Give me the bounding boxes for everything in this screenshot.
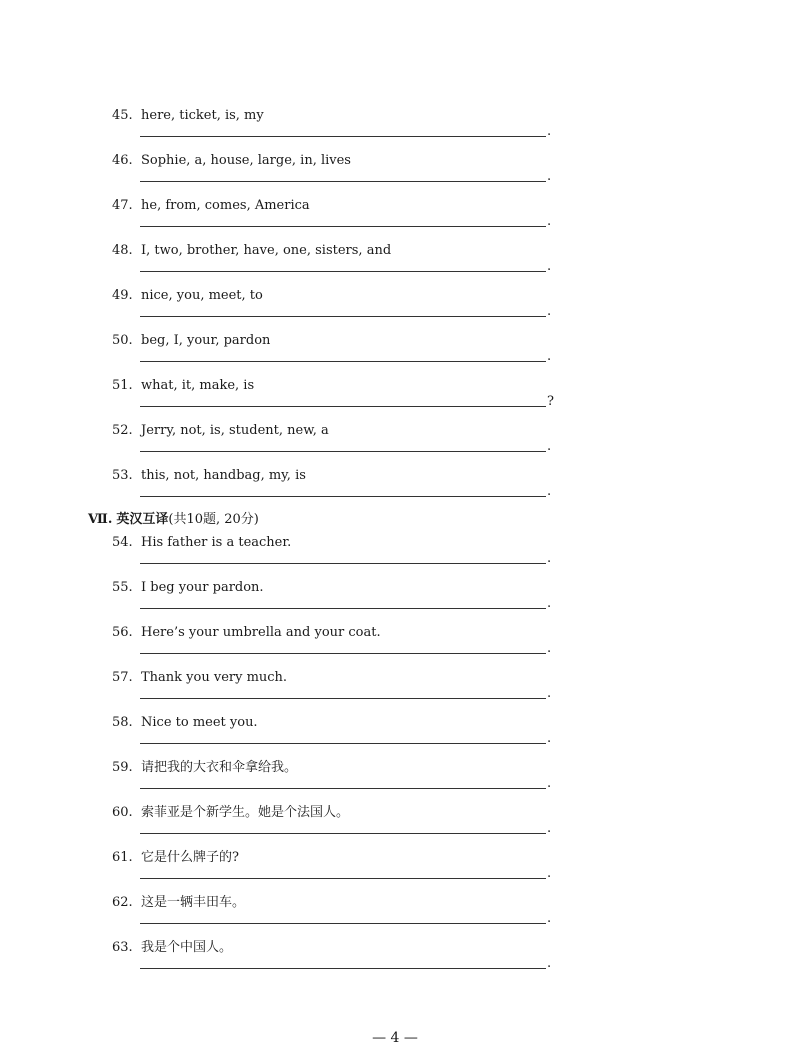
question-number: 52. bbox=[112, 423, 133, 438]
question-number: 57. bbox=[112, 670, 133, 685]
answer-line[interactable] bbox=[140, 788, 546, 789]
question-text: I, two, brother, have, one, sisters, and bbox=[141, 243, 392, 258]
question-text: Jerry, not, is, student, new, a bbox=[141, 423, 329, 438]
answer-line[interactable] bbox=[140, 968, 546, 969]
question-text: 它是什么牌子的? bbox=[141, 850, 239, 865]
question-number: 49. bbox=[112, 288, 133, 303]
question-prompt bbox=[112, 468, 306, 484]
question-prompt bbox=[112, 895, 245, 911]
answer-end-punctuation: . bbox=[547, 259, 552, 274]
question-prompt bbox=[112, 535, 291, 551]
question-text: 我是个中国人。 bbox=[141, 940, 233, 955]
question-number: 46. bbox=[112, 153, 133, 168]
question-number: 60. bbox=[112, 805, 133, 820]
answer-end-punctuation: . bbox=[547, 686, 552, 701]
question-number: 59. bbox=[112, 760, 133, 775]
answer-end-punctuation: . bbox=[547, 641, 552, 656]
question-text: I beg your pardon. bbox=[141, 580, 264, 595]
question-prompt bbox=[112, 108, 264, 124]
question-text: His father is a teacher. bbox=[141, 535, 292, 550]
question-number: 53. bbox=[112, 468, 133, 483]
question-text: he, from, comes, America bbox=[141, 198, 310, 213]
question-prompt bbox=[112, 378, 254, 394]
question-text: 索菲亚是个新学生。她是个法国人。 bbox=[141, 805, 350, 820]
answer-line[interactable] bbox=[140, 226, 546, 227]
answer-end-punctuation: . bbox=[547, 866, 552, 881]
question-prompt bbox=[112, 670, 287, 686]
question-text: Nice to meet you. bbox=[141, 715, 258, 730]
answer-line[interactable] bbox=[140, 608, 546, 609]
question-prompt bbox=[112, 198, 310, 214]
question-prompt bbox=[112, 760, 297, 776]
question-text: Sophie, a, house, large, in, lives bbox=[141, 153, 351, 168]
question-prompt bbox=[112, 715, 258, 731]
question-text: Here’s your umbrella and your coat. bbox=[141, 625, 381, 640]
question-number: 54. bbox=[112, 535, 133, 550]
question-text: here, ticket, is, my bbox=[141, 108, 264, 123]
answer-line[interactable] bbox=[140, 496, 546, 497]
question-prompt bbox=[112, 940, 232, 956]
question-prompt bbox=[112, 243, 391, 259]
question-number: 61. bbox=[112, 850, 133, 865]
answer-end-punctuation: . bbox=[547, 776, 552, 791]
question-number: 55. bbox=[112, 580, 133, 595]
answer-line[interactable] bbox=[140, 361, 546, 362]
answer-end-punctuation: . bbox=[547, 911, 552, 926]
question-text: nice, you, meet, to bbox=[141, 288, 263, 303]
answer-end-punctuation: . bbox=[547, 304, 552, 319]
question-text: 请把我的大衣和伞拿给我。 bbox=[141, 760, 298, 775]
answer-line[interactable] bbox=[140, 136, 546, 137]
answer-line[interactable] bbox=[140, 563, 546, 564]
answer-end-punctuation: . bbox=[547, 956, 552, 971]
answer-line[interactable] bbox=[140, 316, 546, 317]
answer-line[interactable] bbox=[140, 271, 546, 272]
question-text: what, it, make, is bbox=[141, 378, 255, 393]
answer-end-punctuation: . bbox=[547, 596, 552, 611]
answer-end-punctuation: . bbox=[547, 439, 552, 454]
answer-end-punctuation: . bbox=[547, 731, 552, 746]
section-title: 英汉互译 bbox=[116, 512, 169, 527]
question-number: 47. bbox=[112, 198, 133, 213]
answer-line[interactable] bbox=[140, 451, 546, 452]
question-prompt bbox=[112, 423, 329, 439]
answer-end-punctuation: . bbox=[547, 551, 552, 566]
question-number: 58. bbox=[112, 715, 133, 730]
answer-end-punctuation: . bbox=[547, 214, 552, 229]
question-prompt bbox=[112, 580, 264, 596]
question-text: beg, I, your, pardon bbox=[141, 333, 271, 348]
section-note: (共10题, 20分) bbox=[168, 512, 259, 527]
question-number: 45. bbox=[112, 108, 133, 123]
answer-end-punctuation: . bbox=[547, 169, 552, 184]
question-prompt bbox=[112, 288, 263, 304]
page-number: — 4 — bbox=[372, 1030, 418, 1046]
answer-end-punctuation: . bbox=[547, 349, 552, 364]
answer-line[interactable] bbox=[140, 181, 546, 182]
question-number: 51. bbox=[112, 378, 133, 393]
question-prompt bbox=[112, 625, 381, 641]
question-number: 62. bbox=[112, 895, 133, 910]
question-number: 48. bbox=[112, 243, 133, 258]
answer-end-punctuation: . bbox=[547, 124, 552, 139]
answer-line[interactable] bbox=[140, 698, 546, 699]
question-text: Thank you very much. bbox=[141, 670, 288, 685]
answer-line[interactable] bbox=[140, 923, 546, 924]
question-number: 63. bbox=[112, 940, 133, 955]
answer-end-punctuation: ? bbox=[547, 394, 554, 409]
answer-line[interactable] bbox=[140, 653, 546, 654]
section-roman-numeral: Ⅶ. bbox=[88, 512, 113, 527]
question-number: 56. bbox=[112, 625, 133, 640]
question-prompt bbox=[112, 333, 270, 349]
answer-line[interactable] bbox=[140, 406, 546, 407]
answer-line[interactable] bbox=[140, 833, 546, 834]
answer-line[interactable] bbox=[140, 743, 546, 744]
question-text: 这是一辆丰田车。 bbox=[141, 895, 246, 910]
question-prompt bbox=[112, 805, 349, 821]
answer-line[interactable] bbox=[140, 878, 546, 879]
question-prompt bbox=[112, 153, 351, 169]
question-text: this, not, handbag, my, is bbox=[141, 468, 306, 483]
answer-end-punctuation: . bbox=[547, 821, 552, 836]
answer-end-punctuation: . bbox=[547, 484, 552, 499]
question-prompt bbox=[112, 850, 239, 866]
question-number: 50. bbox=[112, 333, 133, 348]
section-heading bbox=[88, 512, 259, 528]
